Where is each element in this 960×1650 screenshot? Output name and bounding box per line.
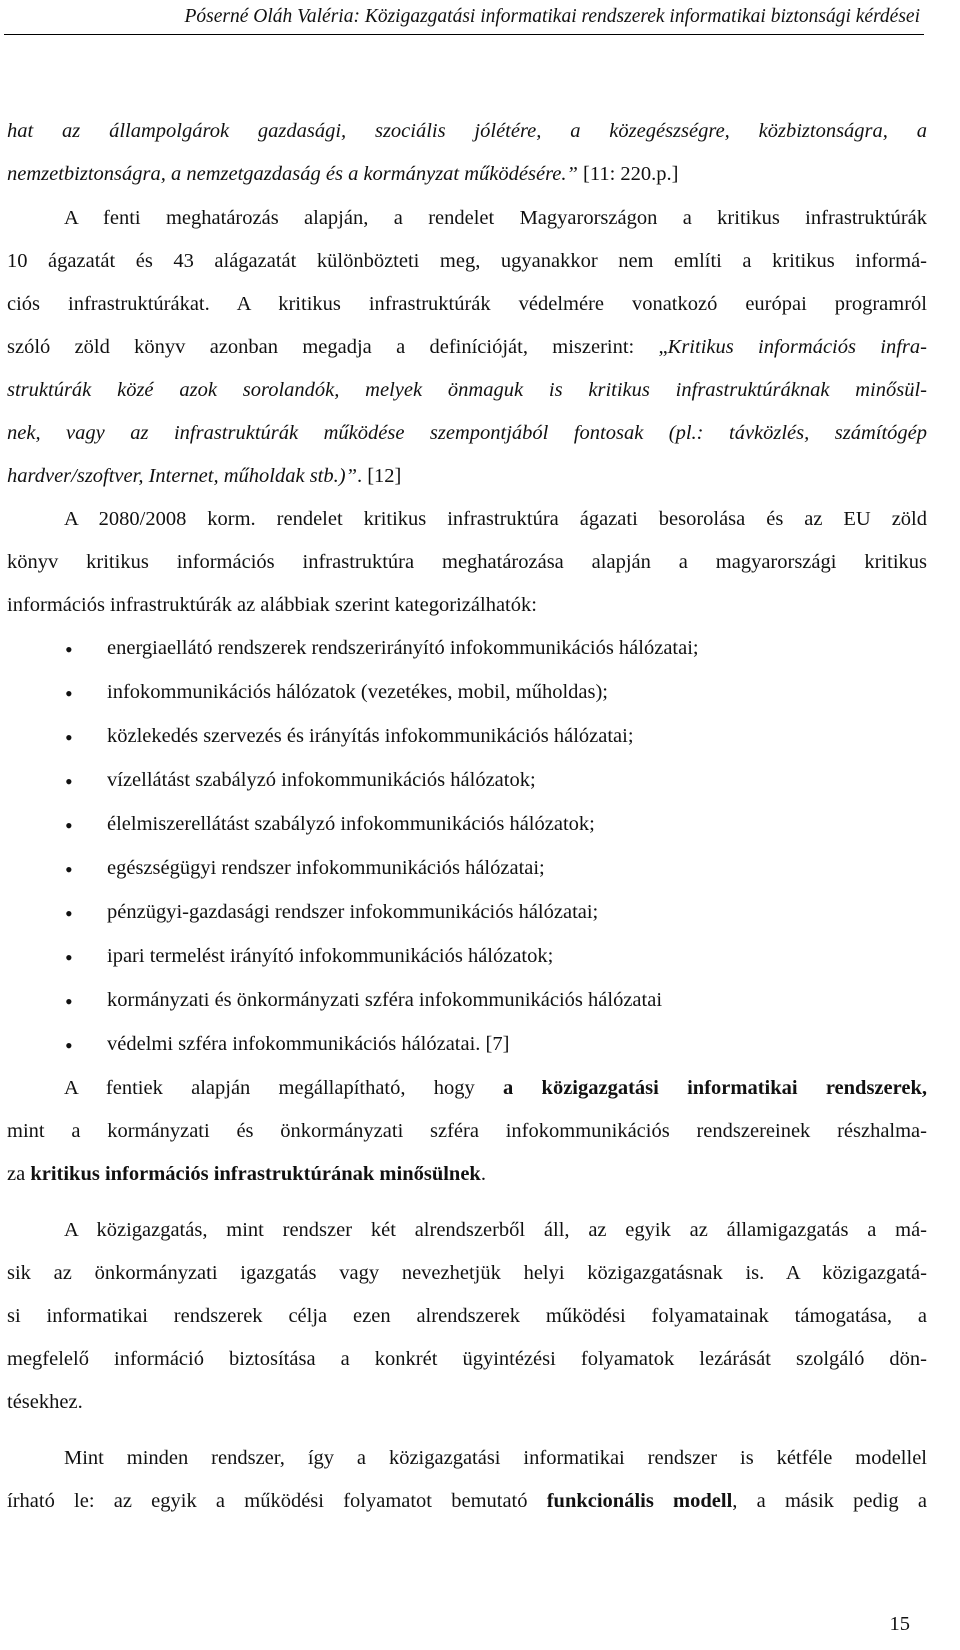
definition-quote: Kritikus információs infra- bbox=[667, 336, 927, 358]
citation: [11: 220.p.] bbox=[577, 163, 679, 185]
text-line: ciós infrastruktúrákat. A kritikus infrastruktúrák védelmére vonatkozó európai programról bbox=[7, 293, 927, 315]
quote-text: nemzetbiztonságra, a nemzetgazdaság és a kormányzat működésére.” bbox=[7, 163, 578, 185]
text-line bbox=[7, 163, 927, 186]
list-item-text: pénzügyi-gazdasági rendszer infokommunikációs hálózatai; bbox=[107, 901, 599, 923]
bullet-icon: • bbox=[65, 857, 73, 882]
text-line: Mint minden rendszer, így a közigazgatási informatikai rendszer is kétféle modellel bbox=[64, 1447, 927, 1469]
text-line: nek, vagy az infrastruktúrák működése szempontjából fontosak (pl.: távközlés, számítógép bbox=[7, 422, 927, 444]
text-line: információs infrastruktúrák az alábbiak szerint kategorizálhatók: bbox=[7, 594, 537, 616]
list-item-text: infokommunikációs hálózatok (vezetékes, mobil, műholdas); bbox=[107, 681, 608, 703]
text-span: írható le: az egyik a működési folyamatot bemutató bbox=[7, 1490, 547, 1512]
text-line bbox=[7, 1163, 927, 1186]
text-line: A 2080/2008 korm. rendelet kritikus infrastruktúra ágazati besorolása és az EU zöld bbox=[64, 508, 927, 530]
list-item-text: kormányzati és önkormányzati szféra infokommunikációs hálózatai bbox=[107, 989, 663, 1011]
text-span: . bbox=[480, 1163, 486, 1185]
page-header bbox=[0, 0, 960, 36]
emphasis: funkcionális modell bbox=[546, 1490, 733, 1512]
bullet-icon: • bbox=[65, 945, 73, 970]
running-title: Póserné Oláh Valéria: Közigazgatási informatikai rendszerek informatikai biztonsági kérdései bbox=[184, 6, 920, 27]
text-line bbox=[7, 1490, 927, 1513]
text-line: könyv kritikus információs infrastruktúra meghatározása alapján a magyarországi kritikus bbox=[7, 551, 927, 573]
text-span: szóló zöld könyv azonban megadja a definícióját, miszerint: „ bbox=[7, 336, 668, 358]
text-span: za bbox=[7, 1163, 31, 1185]
bullet-icon: • bbox=[65, 989, 73, 1014]
header-rule bbox=[4, 34, 924, 35]
list-item-text: egészségügyi rendszer infokommunikációs hálózatai; bbox=[107, 857, 545, 879]
text-line bbox=[7, 336, 927, 359]
list-item-text: védelmi szféra infokommunikációs hálózatai. [7] bbox=[107, 1033, 510, 1055]
bullet-icon: • bbox=[65, 1033, 73, 1058]
bullet-icon: • bbox=[65, 813, 73, 838]
emphasis: kritikus információs infrastruktúrának minősülnek bbox=[30, 1163, 481, 1185]
bullet-icon: • bbox=[65, 637, 73, 662]
text-line: 10 ágazatát és 43 alágazatát különbözteti meg, ugyanakkor nem említi a kritikus informá- bbox=[7, 250, 927, 272]
list-item-text: élelmiszerellátást szabályzó infokommunikációs hálózatok; bbox=[107, 813, 595, 835]
bullet-icon: • bbox=[65, 725, 73, 750]
list-item-text: közlekedés szervezés és irányítás infokommunikációs hálózatai; bbox=[107, 725, 634, 747]
text-line: megfelelő információ biztosítása a konkrét ügyintézési folyamatok lezárását szolgáló dön- bbox=[7, 1348, 927, 1370]
text-line: hat az állampolgárok gazdasági, szociális jólétére, a közegészségre, közbiztonságra, a bbox=[7, 120, 927, 142]
text-line bbox=[7, 1077, 927, 1100]
text-span: A fentiek alapján megállapítható, hogy bbox=[64, 1077, 504, 1099]
text-line bbox=[7, 465, 927, 488]
list-item-text: vízellátást szabályzó infokommunikációs hálózatok; bbox=[107, 769, 536, 791]
text-line: A fenti meghatározás alapján, a rendelet Magyarországon a kritikus infrastruktúrák bbox=[64, 207, 927, 229]
text-span: , a másik pedig a bbox=[732, 1490, 928, 1512]
citation: . [12] bbox=[356, 465, 402, 487]
text-line: mint a kormányzati és önkormányzati szféra infokommunikációs rendszereinek részhalma- bbox=[7, 1120, 927, 1142]
text-line: tésekhez. bbox=[7, 1391, 83, 1413]
bullet-icon: • bbox=[65, 901, 73, 926]
text-line: struktúrák közé azok sorolandók, melyek önmaguk is kritikus infrastruktúráknak minősül- bbox=[7, 379, 927, 401]
definition-quote: hardver/szoftver, Internet, műholdak stb.)” bbox=[7, 465, 357, 487]
list-item-text: energiaellátó rendszerek rendszerirányító infokommunikációs hálózatai; bbox=[107, 637, 699, 659]
bullet-icon: • bbox=[65, 769, 73, 794]
emphasis: a közigazgatási informatikai rendszerek, bbox=[503, 1077, 927, 1099]
text-line: sik az önkormányzati igazgatás vagy nevezhetjük helyi közigazgatásnak is. A közigazgatá- bbox=[7, 1262, 927, 1284]
list-item-text: ipari termelést irányító infokommunikációs hálózatok; bbox=[107, 945, 554, 967]
bullet-icon: • bbox=[65, 681, 73, 706]
text-line: si informatikai rendszerek célja ezen alrendszerek működési folyamatainak támogatása, a bbox=[7, 1305, 927, 1327]
page-number: 15 bbox=[889, 1613, 910, 1635]
text-line: A közigazgatás, mint rendszer két alrendszerből áll, az egyik az államigazgatás a má- bbox=[64, 1219, 927, 1241]
